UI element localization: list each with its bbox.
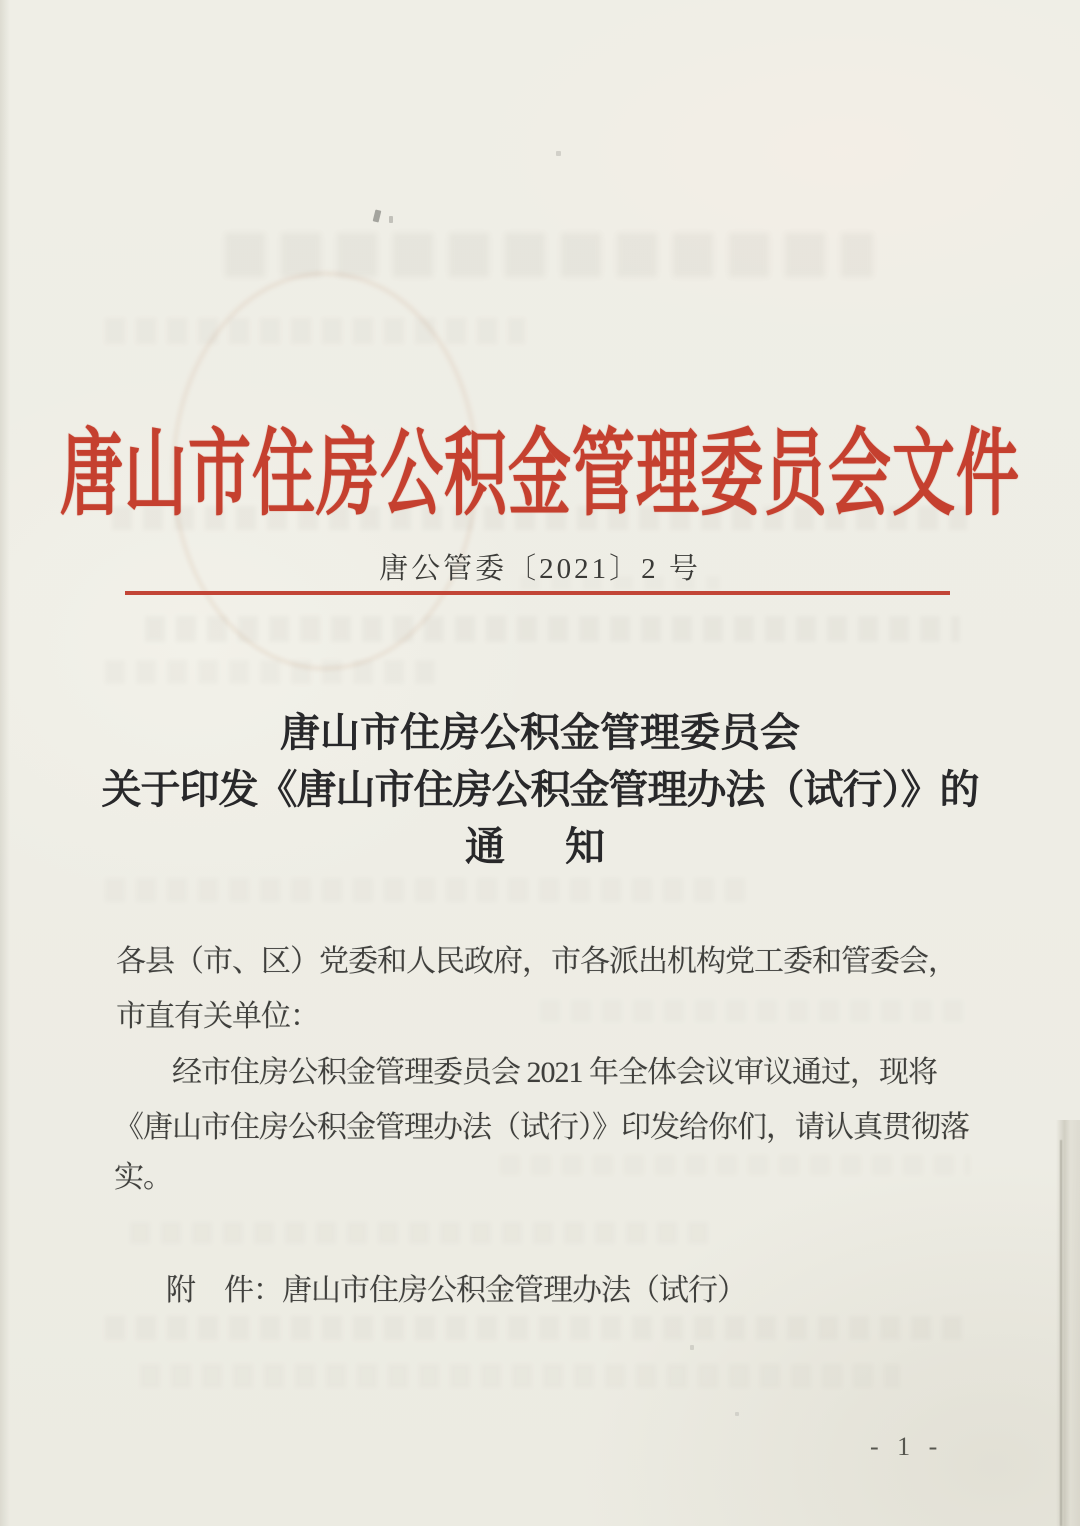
page-number: - 1 -: [870, 1432, 944, 1461]
bleedthrough-row: [500, 1155, 970, 1175]
notice-title-line3: 通 知: [465, 824, 615, 869]
attachment-line: 附 件：唐山市住房公积金管理办法（试行）: [166, 1274, 746, 1307]
letterhead-org-title: 唐山市住房公积金管理委员会文件: [60, 422, 1020, 527]
bleedthrough-row: [540, 1000, 970, 1022]
document-number: 唐公管委〔2021〕2 号: [379, 553, 701, 585]
scan-speck: [735, 1412, 739, 1416]
body-paragraph-line-1: 经市住房公积金管理委员会 2021 年全体会议审议通过，现将: [172, 1056, 937, 1089]
bleedthrough-row: [140, 1364, 900, 1388]
notice-title-line2: 关于印发《唐山市住房公积金管理办法（试行）》的: [101, 767, 979, 812]
page-edge-line: [1060, 1140, 1062, 1526]
bleedthrough-title-row: [225, 233, 873, 277]
recipients-line-1: 各县（市、区）党委和人民政府，市各派出机构党工委和管委会，: [116, 945, 957, 978]
red-separator-rule: [125, 591, 950, 595]
scan-speck: [389, 216, 393, 223]
notice-title: [0, 704, 1080, 875]
scan-speck: [373, 209, 382, 222]
bleedthrough-row: [105, 878, 755, 902]
bleedthrough-row: [105, 660, 435, 684]
notice-title-line1: 唐山市住房公积金管理委员会: [280, 710, 800, 755]
scan-speck: [690, 1345, 694, 1350]
body-paragraph-line-2: 《唐山市住房公积金管理办法（试行）》印发给你们，请认真贯彻落: [114, 1111, 969, 1144]
scan-speck: [556, 151, 561, 156]
recipients-line-2: 市直有关单位：: [116, 1000, 319, 1033]
body-paragraph-line-3: 实。: [114, 1161, 172, 1194]
bleedthrough-row: [130, 1222, 710, 1244]
bleedthrough-row: [105, 1316, 970, 1340]
